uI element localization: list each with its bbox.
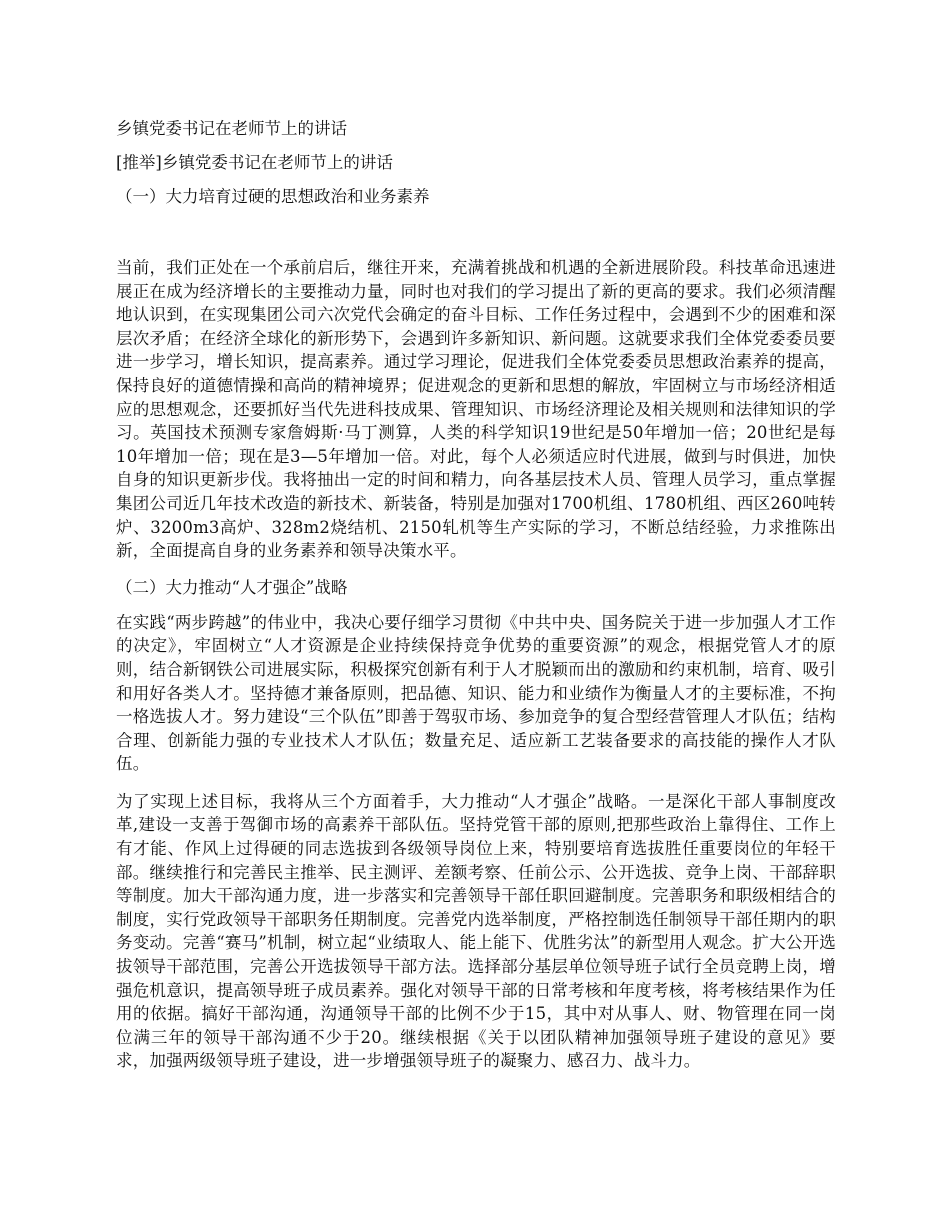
document-page: [116, 118, 836, 1087]
section-2-paragraph-2: 为了实现上述目标，我将从三个方面着手，大力推动“人才强企”战略。一是深化干部人事制度改革,建设一支善于驾御市场的高素养干部队伍。坚持党管干部的原则,把那些政治上靠得住、工作上有才能、作风上过得硬的同志选拔到各级领导岗位上来，特别要培育选拔胜任重要岗位的年轻干部。继续推行和完善民主推举、民主测评、差额考察、任前公示、公开选拔、竞争上岗、干部辞职等制度。加大干部沟通力度，进一步落实和完善领导干部任职回避制度。完善职务和职级相结合的制度，实行党政领导干部职务任期制度。完善党内选举制度，严格控制选任制领导干部任期内的职务变动。完善“赛马”机制，树立起“业绩取人、能上能下、优胜劣汰”的新型用人观念。扩大公开选拔领导干部范围，完善公开选拔领导干部方法。选择部分基层单位领导班子试行全员竞聘上岗，增强危机意识，提高领导班子成员素养。强化对领导干部的日常考核和年度考核，将考核结果作为任用的依据。搞好干部沟通，沟通领导干部的比例不少于15，其中对从事人、财、物管理在同一岗位满三年的领导干部沟通不少于20。继续根据《关于以团队精神加强领导班子建设的意见》要求，加强两级领导班子建设，进一步增强领导班子的凝聚力、感召力、战斗力。: [116, 791, 836, 1071]
section-heading-2: （二）大力推动“人才强企”战略: [116, 577, 348, 597]
section-heading-1: （一）大力培育过硬的思想政治和业务素养: [116, 187, 430, 206]
section-1-paragraph: 当前，我们正处在一个承前启后，继往开来，充满着挑战和机遇的全新进展阶段。科技革命迅速进展正在成为经济增长的主要推动力量，同时也对我们的学习提出了新的更高的要求。我们必须清醒地认识到，在实现集团公司六次党代会确定的奋斗目标、工作任务过程中，会遇到不少的困难和深层次矛盾；在经济全球化的新形势下，会遇到许多新知识、新问题。这就要求我们全体党委委员要进一步学习，增长知识，提高素养。通过学习理论，促进我们全体党委委员思想政治素养的提高，保持良好的道德情操和高尚的精神境界；促进观念的更新和思想的解放，牢固树立与市场经济相适应的思想观念，还要抓好当代先进科技成果、管理知识、市场经济理论及相关规则和法律知识的学习。英国技术预测专家詹姆斯·马丁测算，人类的科学知识19世纪是50年增加一倍；20世纪是每10年增加一倍；现在是3—5年增加一倍。对此，每个人必须适应时代进展，做到与时俱进，加快自身的知识更新步伐。我将抽出一定的时间和精力，向各基层技术人员、管理人员学习，重点掌握集团公司近几年技术改造的新技术、新装备，特别是加强对1700机组、1780机组、西区260吨转炉、3200m3高炉、328m2烧结机、2150轧机等生产实际的学习，不断总结经验，力求推陈出新，全面提高自身的业务素养和领导决策水平。: [116, 258, 836, 561]
section-2-paragraph-1: 在实践“两步跨越”的伟业中，我决心要仔细学习贯彻《中共中央、国务院关于进一步加强人才工作的决定》，牢固树立“人才资源是企业持续保持竞争优势的重要资源”的观念，根据党管人才的原则，结合新钢铁公司进展实际，积极探究创新有利于人才脱颖而出的激励和约束机制，培育、吸引和用好各类人才。坚持德才兼备原则，把品德、知识、能力和业绩作为衡量人才的主要标准，不拘一格选拔人才。努力建设“三个队伍”即善于驾驭市场、参加竞争的复合型经营管理人才队伍；结构合理、创新能力强的专业技术人才队伍；数量充足、适应新工艺装备要求的高技能的操作人才队伍。: [116, 612, 836, 774]
document-subtitle: [推举]乡镇党委书记在老师节上的讲话: [116, 153, 393, 172]
document-title: 乡镇党委书记在老师节上的讲话: [116, 119, 347, 138]
